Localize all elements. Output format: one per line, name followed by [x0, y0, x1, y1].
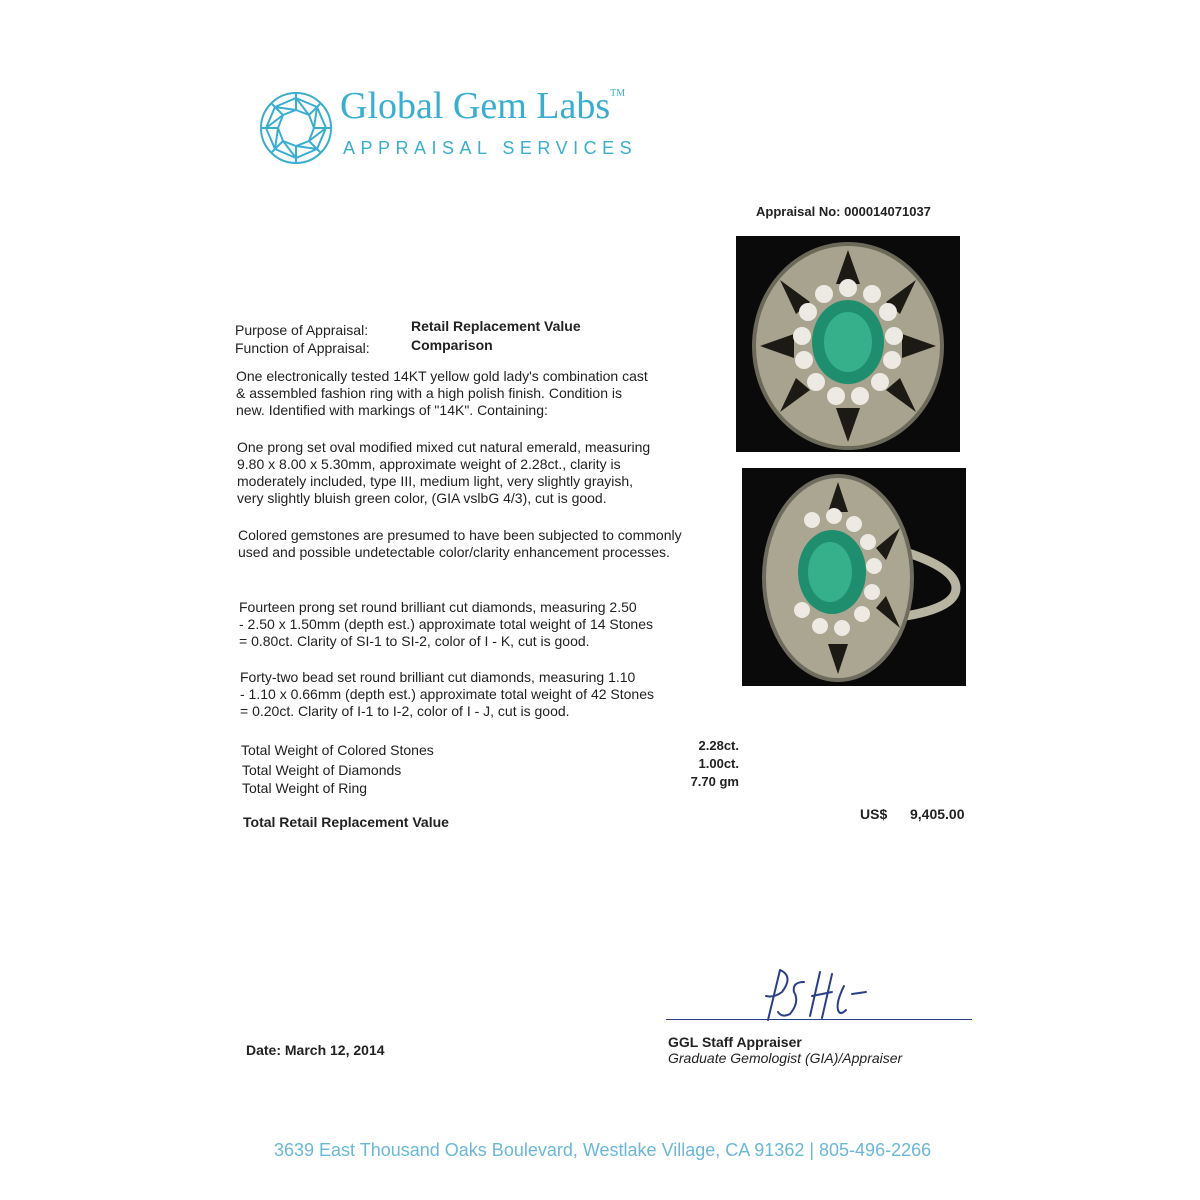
- total-diamonds-value: 1.00ct.: [698, 756, 739, 771]
- text-line: = 0.20ct. Clarity of I-1 to I-2, color of I - J, cut is good.: [240, 703, 570, 719]
- emerald-description: [237, 439, 650, 507]
- treatment-disclosure: [238, 527, 682, 561]
- ring-description: [236, 368, 648, 419]
- text-line: moderately included, type III, medium light, very slightly grayish,: [237, 473, 634, 489]
- appraisal-number: Appraisal No: 000014071037: [756, 204, 931, 219]
- brand-subtitle: APPRAISAL SERVICES: [343, 138, 638, 158]
- text-line: used and possible undetectable color/clarity enhancement processes.: [238, 544, 670, 560]
- text-line: One prong set oval modified mixed cut natural emerald, measuring: [237, 439, 651, 455]
- total-colored-stones-label: Total Weight of Colored Stones: [241, 742, 434, 758]
- text-line: very slightly bluish green color, (GIA vslbG 4/3), cut is good.: [237, 490, 607, 506]
- gem-logo-icon: [258, 90, 334, 166]
- brand-name: Global Gem Labs™: [340, 85, 626, 127]
- signer-name: GGL Staff Appraiser: [668, 1034, 802, 1050]
- ring-photo-top: [736, 236, 960, 452]
- total-colored-stones-value: 2.28ct.: [698, 738, 739, 753]
- ring-photo-side: [742, 468, 966, 686]
- diamonds-14-description: [239, 599, 653, 650]
- text-line: - 2.50 x 1.50mm (depth est.) approximate total weight of 14 Stones: [239, 616, 653, 632]
- text-line: 9.80 x 8.00 x 5.30mm, approximate weight of 2.28ct., clarity is: [237, 456, 621, 472]
- text-line: = 0.80ct. Clarity of SI-1 to SI-2, color of I - K, cut is good.: [239, 633, 590, 649]
- total-ring-label: Total Weight of Ring: [242, 780, 368, 796]
- appraisal-date: Date: March 12, 2014: [246, 1042, 385, 1058]
- signer-title: Graduate Gemologist (GIA)/Appraiser: [668, 1050, 903, 1066]
- purpose-value: Retail Replacement Value: [411, 318, 581, 334]
- retail-value-label: Total Retail Replacement Value: [243, 814, 449, 830]
- total-ring-value: 7.70 gm: [690, 774, 739, 789]
- text-line: One electronically tested 14KT yellow gold lady's combination cast: [236, 368, 648, 384]
- trademark-mark: TM: [610, 88, 626, 99]
- retail-amount: 9,405.00: [910, 806, 965, 822]
- text-line: Fourteen prong set round brilliant cut diamonds, measuring 2.50: [239, 599, 637, 615]
- retail-currency: US$: [860, 806, 888, 822]
- signature-line: [666, 1019, 972, 1020]
- text-line: & assembled fashion ring with a high polish finish. Condition is: [236, 385, 622, 401]
- signature-image: [758, 962, 868, 1026]
- text-line: Forty-two bead set round brilliant cut diamonds, measuring 1.10: [240, 669, 636, 685]
- text-line: new. Identified with markings of "14K". Containing:: [236, 402, 548, 418]
- text-line: - 1.10 x 0.66mm (depth est.) approximate total weight of 42 Stones: [240, 686, 654, 702]
- text-line: Colored gemstones are presumed to have been subjected to commonly: [238, 527, 682, 543]
- purpose-label: Purpose of Appraisal:: [235, 322, 369, 338]
- function-value: Comparison: [411, 337, 493, 353]
- footer-address: 3639 East Thousand Oaks Boulevard, Westlake Village, CA 91362 | 805-496-2266: [274, 1140, 932, 1160]
- function-label: Function of Appraisal:: [235, 340, 370, 356]
- total-diamonds-label: Total Weight of Diamonds: [242, 762, 402, 778]
- diamonds-42-description: [240, 669, 654, 720]
